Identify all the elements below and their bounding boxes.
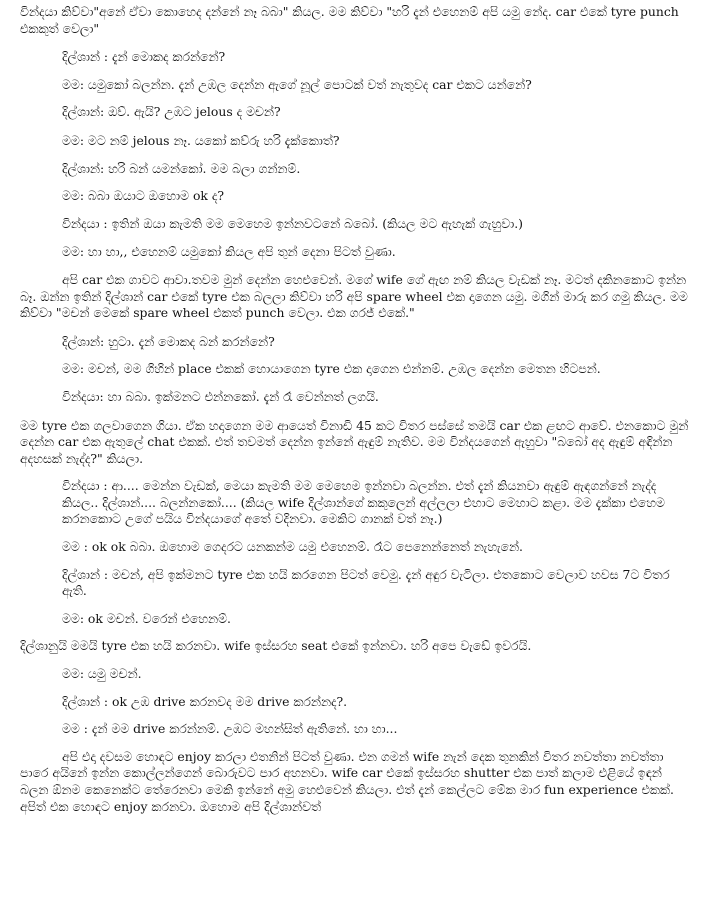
narrative-paragraph: අපි එදා දවසම හොඳට enjoy කරලා එතනින් පිටත් වුණා. එන ගමන් wife නැන් දෙක තුනකින් විතර නවත්තා නවත්තා පාරෙ අයිනේ ඉන්න කොල්ලන්ගෙන් බොරුවට පාර අහනවා. wife car එකේ ඉස්සරහ shutter එක පාත් කලාම එළියේ ඉඳන් බලන ඕනම කෙනෙක්ට තේරෙනවා මෙකි ඉන්නේ අමු හෙළුවෙන් කියලා. එත් දැන් කෙල්ලට මේක මාර fun experience එකක්. අපිත් එක හොඳට enjoy කරනවා. ඔහොම අපි දිල්ශාන්වත් xyxy=(20,748,674,814)
dialog-line: මම: බබා ඔයාට ඔහොම ok ද? xyxy=(62,188,225,204)
dialog-line: මම: මචන්, මම ගිහින් place එකක් හොයාගෙන tyre එක දාගෙන එන්නම්. උඹල දෙන්න මෙතන හිටපන්. xyxy=(62,361,601,377)
dialog-line: දිල්ශාන්: හුටා. දැන් මොකද බන් කරන්නේ? xyxy=(62,333,275,349)
dialog-line: මම: මට නම් jelous නෑ. යකෝ කව්රු හරි දැක්කොත්? xyxy=(62,132,340,148)
dialog-line: වින්දයා : ඉතින් ඔයා කැමති මම මෙහෙම ඉන්නවටනේ බබෝ. (කියල මට ඇහැක් ගැහුවා.) xyxy=(62,215,523,231)
dialog-line: දිල්ශාන් : දැන් මොකද කරන්නේ? xyxy=(62,49,226,65)
narrative-paragraph: අපි car එක ගාවට ආවා.තවම මුන් දෙන්න හෙළුවෙන්. මගේ wife ගේ ඇඟ නම් කියල වැඩක් නෑ. මටත් දකිනකොට ඉන්න බෑ. ඔන්න ඉතින් දිල්ශාන් car එකේ tyre එක බලලා කිව්වා හරි අපි spare wheel එක දාගෙන යමු. මගින් මාරු කර ගමු කියල. මම කිව්වා "මචන් මෙකේ spare wheel එකත් punch වෙලා. එක ගරජ් එකේ." xyxy=(20,271,688,321)
dialog-line: දිල්ශාන් : මචන්, අපි ඉක්මනට tyre එක හයි කරගෙන පිටත් වෙමු. දැන් අඳුර වැටිලා. එතකොට වෙලාව හවස 7ට විතර ඇති. xyxy=(62,566,670,599)
dialog-line: වින්දයා: හා බබා. ඉක්මනට එන්නකෝ. දැන් රෑ වෙන්නත් ලගයි. xyxy=(62,388,379,404)
narrative-paragraph: වින්දයා කිව්වා"අනේ ඒවා කොහෙද දන්නේ නෑ බබා" කියල. මම කිව්වා "හරි දැන් එහෙනම් අපි යමු නේද. car එකේ tyre punch එකකුත් වෙලා" xyxy=(20,4,679,36)
dialog-line: දිල්ශාන් : ok උඹ drive කරනවද මම drive කරන්නද?. xyxy=(62,693,348,709)
dialog-line: මම: යමුකෝ බලන්න. දැන් උඹල දෙන්න ඇගේ නූල් පොටක් වත් නැතුවද car එකට යන්නේ? xyxy=(62,76,532,92)
dialog-line: මම: ok මචන්. වරෙන් එහෙනම්. xyxy=(62,610,231,626)
dialog-line: දිල්ශාන්: ඔව්. ඇයි? උඹට jelous ද මචන්? xyxy=(62,104,281,120)
dialog-line: දිල්ශාන්: හරි බන් යමන්කෝ. මම බලා ගන්නම්. xyxy=(62,160,301,176)
narrative-paragraph: මම tyre එක ගලවාගෙන ගියා. ඒක හදාගෙන මම ආයෙත් විනාඩි 45 කට විතර පස්සේ තමයි car එක ළඟට ආවේ. එනකොට මුන් දෙන්න car එක ඇතුලේ chat එකක්. එත් තවමත් දෙන්න ඉන්නේ ඇඳුම් නැතිව. මම වින්දයගෙන් ඇහුවා "බබෝ අද ඇඳුම් අඳින්න අදහසක් නැද්ද?" කියලා. xyxy=(20,417,689,466)
dialog-line: වින්දයා : ආ.... මෙන්න වැඩක්, මෙයා කැමති මම මෙහෙම ඉන්නවා බලන්න. එත් දැන් කියනවා ඇඳුම් ඇඳගන්නේ නැද්ද කියල.. දිල්ශාන්.... බලන්නකෝ.... (කියල wife දිල්ශාන්ගේ කකුලෙන් අල්ලලා එහාට මෙහාට කළා. මම දැක්කා එහෙම කරනකොට උගේ පයිය වින්දයාගේ අතේ වදිනවා. මෙකිට ගානක් වත් නෑ.) xyxy=(62,478,665,527)
dialog-line: මම: හා හා,, එහෙනම් යමුකෝ කියල අපි තුන් දෙනා පිටත් වුණා. xyxy=(62,244,396,260)
dialog-line: මම : ok ok බබා. ඔහොම ගෙදරට යනකන්ම යමු එහෙනම්. රෑට පෙනෙන්නෙත් නැහැනේ. xyxy=(62,539,523,555)
dialog-line: මම: යමු මචන්. xyxy=(62,666,142,682)
narrative-paragraph: දිල්ශානුයි මමයි tyre එක හයි කරනවා. wife ඉස්සරහ seat එකේ ඉන්නවා. හරි අපෙ වැඩේ ඉවරයි. xyxy=(20,638,532,654)
dialog-line: මම : දැන් මම drive කරන්නම්. උඹට මහන්සිත් ඇතිනේ. හා හා... xyxy=(62,721,398,737)
